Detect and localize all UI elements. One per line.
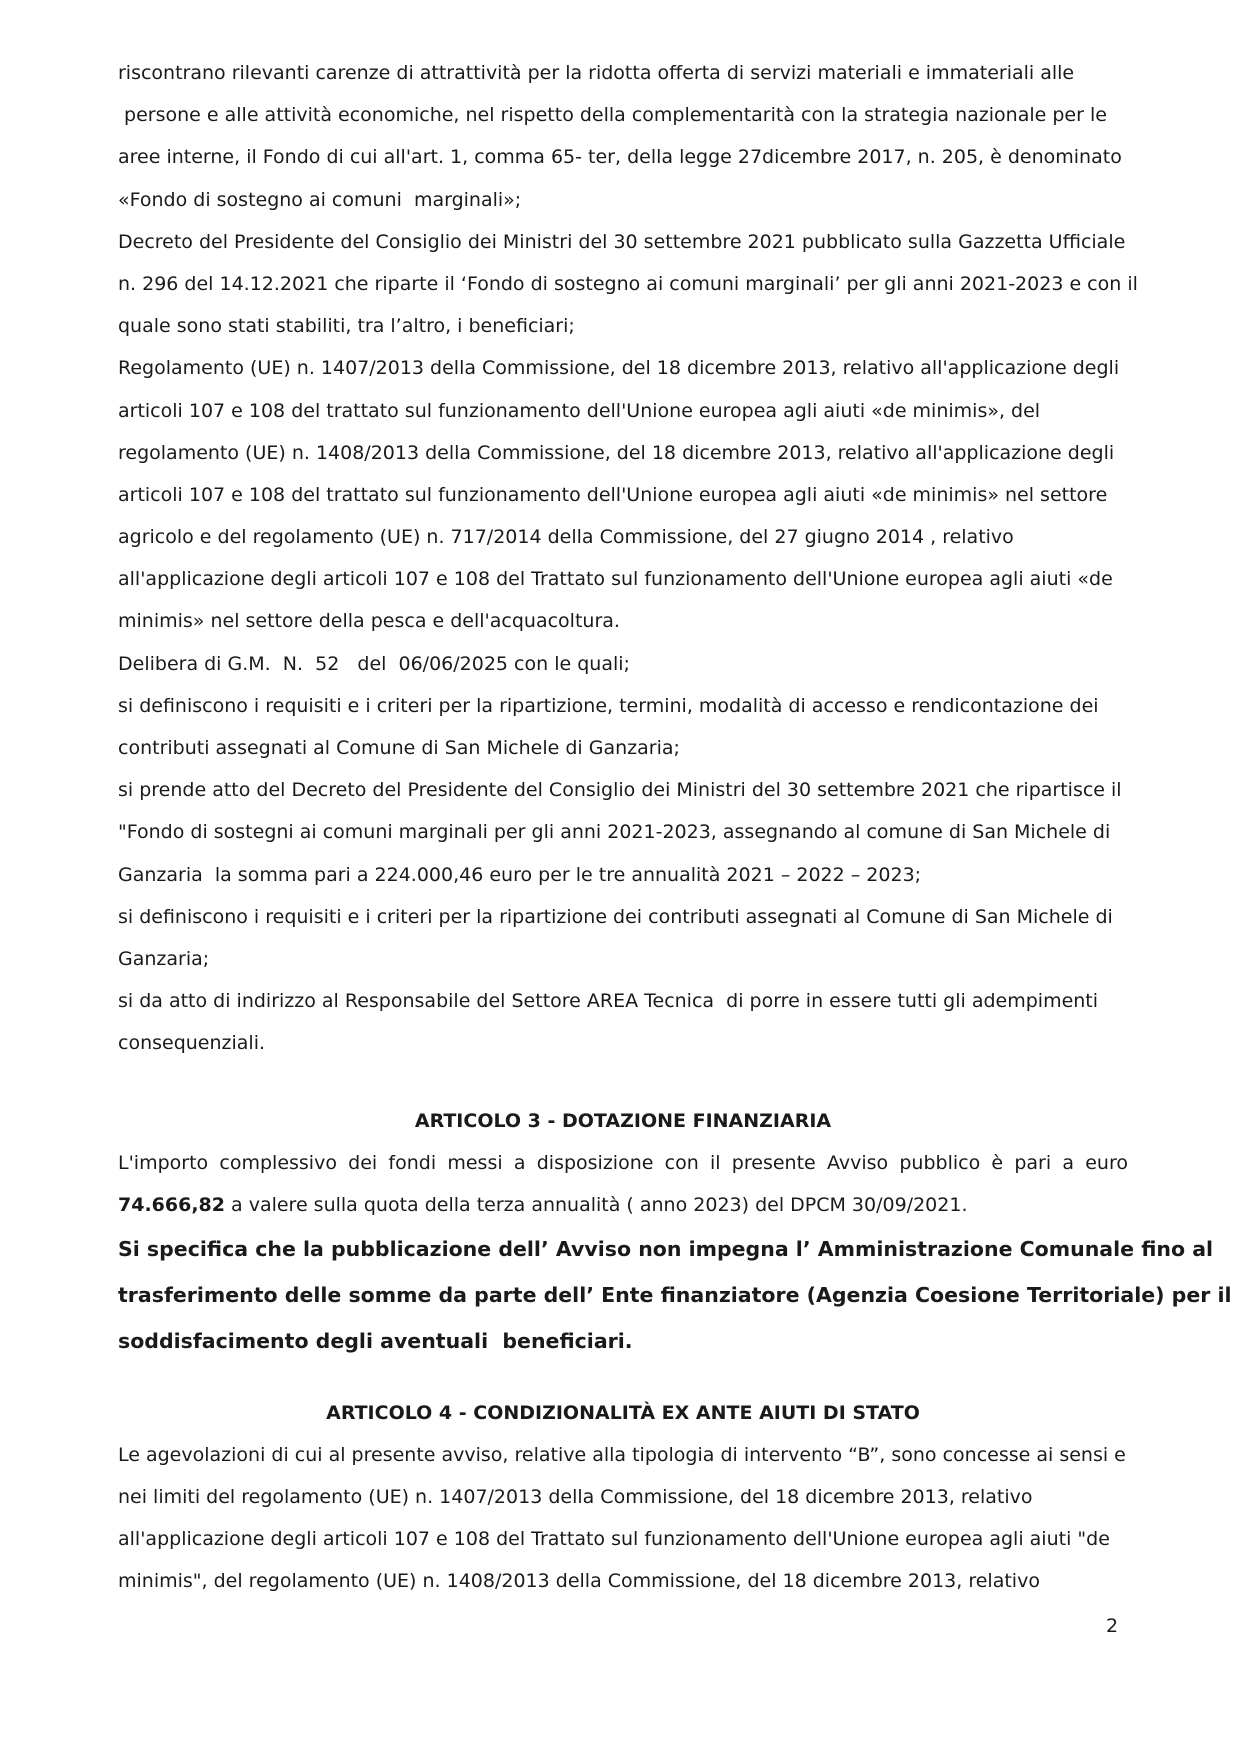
body-line: consequenziali. bbox=[118, 1032, 266, 1055]
body-line: «Fondo di sostegno ai comuni marginali»; bbox=[118, 188, 522, 211]
article-3-line bbox=[118, 1184, 1128, 1226]
body-line: minimis» nel settore della pesca e dell'acquacoltura. bbox=[118, 610, 620, 633]
section-gap bbox=[118, 1364, 1128, 1392]
notice-line: trasferimento delle somme da parte dell’ Ente finanziatore (Agenzia Coesione Territoriale) per il bbox=[118, 1282, 1232, 1307]
body-line: si da atto di indirizzo al Responsabile del Settore AREA Tecnica di porre in essere tutti gli adempimenti bbox=[118, 990, 1099, 1013]
article-4-line: nei limiti del regolamento (UE) n. 1407/2013 della Commissione, del 18 dicembre 2013, relativo bbox=[118, 1486, 1033, 1509]
page-body bbox=[118, 52, 1232, 1603]
body-line: n. 296 del 14.12.2021 che riparte il ‘Fondo di sostegno ai comuni marginali’ per gli anni 2021-2023 e con il bbox=[118, 272, 1138, 295]
body-line: Regolamento (UE) n. 1407/2013 della Commissione, del 18 dicembre 2013, relativo all'applicazione degli bbox=[118, 357, 1120, 380]
body-line: Ganzaria la somma pari a 224.000,46 euro per le tre annualità 2021 – 2022 – 2023; bbox=[118, 863, 922, 886]
notice-line: Si specifica che la pubblicazione dell’ Avviso non impegna l’ Amministrazione Comunale fino al bbox=[118, 1236, 1214, 1261]
intro-section bbox=[118, 52, 1138, 1065]
notice-line: soddisfacimento degli aventuali beneficiari. bbox=[118, 1328, 633, 1353]
article-4-section bbox=[118, 1392, 1128, 1603]
body-line: contributi assegnati al Comune di San Michele di Ganzaria; bbox=[118, 737, 680, 759]
body-line: Decreto del Presidente del Consiglio dei Ministri del 30 settembre 2021 pubblicato sulla Gazzetta Ufficiale bbox=[118, 230, 1126, 253]
article-4-heading: ARTICOLO 4 - CONDIZIONALITÀ EX ANTE AIUTI DI STATO bbox=[326, 1401, 920, 1424]
body-line: Delibera di G.M. N. 52 del 06/06/2025 con le quali; bbox=[118, 652, 630, 675]
page-number: 2 bbox=[1106, 1615, 1119, 1637]
article-4-line: all'applicazione degli articoli 107 e 108 del Trattato sul funzionamento dell'Unione europea agli aiuti "de bbox=[118, 1528, 1110, 1551]
body-line: regolamento (UE) n. 1408/2013 della Commissione, del 18 dicembre 2013, relativo all'applicazione degli bbox=[118, 441, 1115, 464]
amount-value: 74.666,82 bbox=[118, 1193, 225, 1216]
section-gap bbox=[118, 1065, 1128, 1100]
article-3-section bbox=[118, 1100, 1232, 1364]
body-line: "Fondo di sostegni ai comuni marginali per gli anni 2021-2023, assegnando al comune di San Michele di bbox=[118, 821, 1111, 844]
body-line: all'applicazione degli articoli 107 e 108 del Trattato sul funzionamento dell'Unione europea agli aiuti «de bbox=[118, 568, 1113, 591]
article-3-line: L'importo complessivo dei fondi messi a disposizione con il presente Avviso pubblico è pari a euro bbox=[118, 1151, 1128, 1174]
body-line: Ganzaria; bbox=[118, 947, 210, 970]
article-4-line: minimis", del regolamento (UE) n. 1408/2013 della Commissione, del 18 dicembre 2013, relativo bbox=[118, 1570, 1040, 1593]
body-line: si definiscono i requisiti e i criteri per la ripartizione dei contributi assegnati al Comune di San Michele di bbox=[118, 905, 1113, 928]
article-3-line-rest: a valere sulla quota della terza annualità ( anno 2023) del DPCM 30/09/2021. bbox=[224, 1193, 968, 1216]
body-line: aree interne, il Fondo di cui all'art. 1, comma 65- ter, della legge 27dicembre 2017, n. 205, è denominato bbox=[118, 146, 1122, 169]
body-line: articoli 107 e 108 del trattato sul funzionamento dell'Unione europea agli aiuti «de minimis» nel settore bbox=[118, 483, 1108, 506]
body-line: persone e alle attività economiche, nel rispetto della complementarità con la strategia nazionale per le bbox=[118, 104, 1107, 127]
body-line: si prende atto del Decreto del Presidente del Consiglio dei Ministri del 30 settembre 2021 che ripartisce il bbox=[118, 779, 1122, 802]
article-4-line: Le agevolazioni di cui al presente avviso, relative alla tipologia di intervento “B”, sono concesse ai sensi e bbox=[118, 1443, 1126, 1466]
article-3-heading: ARTICOLO 3 - DOTAZIONE FINANZIARIA bbox=[414, 1109, 832, 1132]
body-line: articoli 107 e 108 del trattato sul funzionamento dell'Unione europea agli aiuti «de minimis», del bbox=[118, 399, 1041, 422]
body-line: agricolo e del regolamento (UE) n. 717/2014 della Commissione, del 27 giugno 2014 , relativo bbox=[118, 526, 1014, 549]
body-line: riscontrano rilevanti carenze di attrattività per la ridotta offerta di servizi materiali e immateriali alle bbox=[118, 62, 1075, 84]
body-line: quale sono stati stabiliti, tra l’altro, i beneficiari; bbox=[118, 315, 575, 338]
body-line: si definiscono i requisiti e i criteri per la ripartizione, termini, modalità di accesso e rendicontazione dei bbox=[118, 694, 1099, 717]
